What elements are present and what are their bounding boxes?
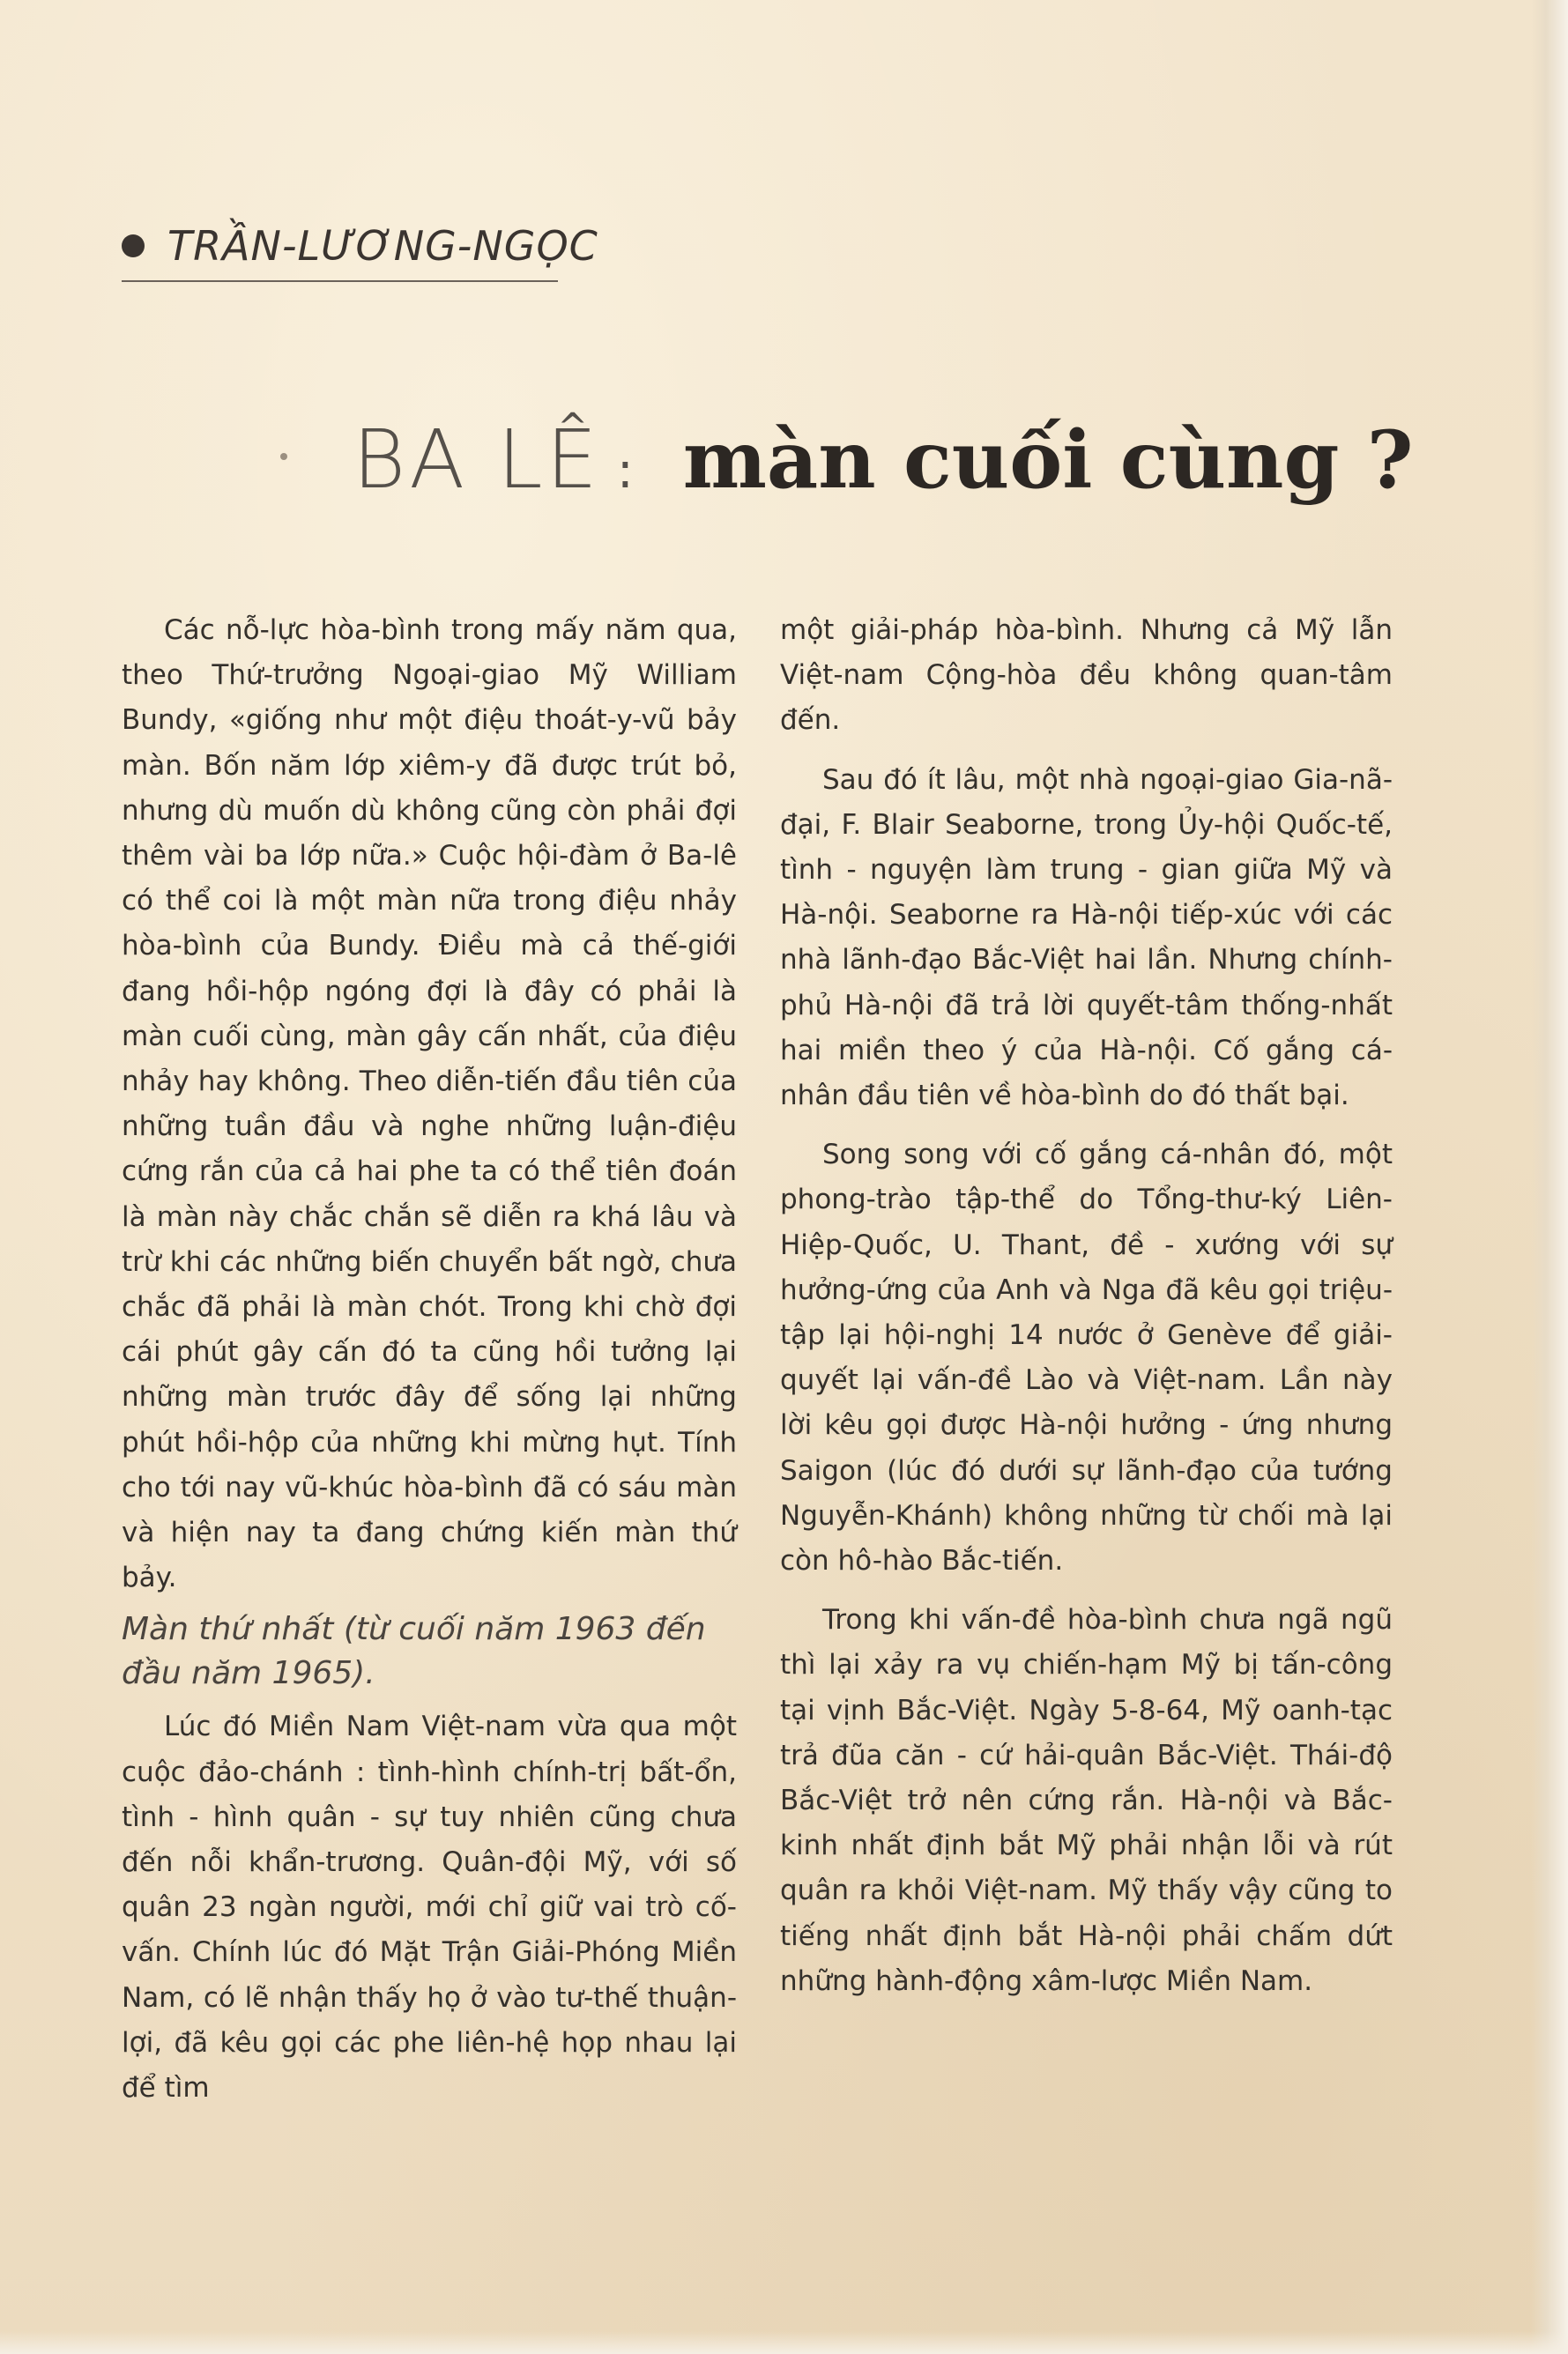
page-edge-bottom [0,2331,1568,2354]
paragraph-continued: một giải-pháp hòa-bình. Nhưng cả Mỹ lẫn Việt-nam Cộng-hòa đều không quan-tâm đến. [780,614,1393,737]
article-title [353,412,1413,507]
author-underline [122,280,558,282]
right-column [780,608,1393,2004]
paragraph: Lúc đó Miền Nam Việt-nam vừa qua một cuộc đảo-chánh : tình-hình chính-trị bất-ổn, tình - hình quân - sự tuy nhiên cũng chưa đến nỗi khẩn-trương. Quân-đội Mỹ, với số quân 23 ngàn người, mới chỉ giữ vai trò cố-vấn. Chính lúc đó Mặt Trận Giải-Phóng Miền Nam, có lẽ nhận thấy họ ở vào tư-thế thuận-lợi, đã kêu gọi các phe liên-hệ họp nhau lại để tìm [122,1711,737,2105]
section-subheading: Màn thứ nhất (từ cuối năm 1963 đến đầu năm 1965). [122,1611,706,1692]
title-part-1: BA LÊ [353,412,601,507]
paragraph: Các nỗ-lực hòa-bình trong mấy năm qua, theo Thứ-trưởng Ngoại-giao Mỹ William Bundy, «giống như một điệu thoát-y-vũ bảy màn. Bốn năm lớp xiêm-y đã được trút bỏ, nhưng dù muốn dù không cũng còn phải đợi thêm vài ba lớp nữa.» Cuộc hội-đàm ở Ba-lê có thể coi là một màn nữa trong điệu nhảy hòa-bình của Bundy. Điều mà cả thế-giới đang hồi-hộp ngóng đợi là đây có phải là màn cuối cùng, màn gây cấn nhất, của điệu nhảy hay không. Theo diễn-tiến đầu tiên của những tuần đầu và nghe những luận-điệu cứng rắn của cả hai phe ta có thể tiên đoán là màn này chắc chắn sẽ diễn ra khá lâu và trừ khi các những biến chuyển bất ngờ, chưa chắc đã phải là màn chót. Trong khi chờ đợi cái phút gây cấn đó ta cũng hồi tưởng lại những màn trước đây để sống lại những phút hồi-hộp của những khi mừng hụt. Tính cho tới nay vũ-khúc hòa-bình đã có sáu màn và hiện nay ta đang chứng kiến màn thứ bảy. [122,614,737,1594]
paragraph: Trong khi vấn-đề hòa-bình chưa ngã ngũ thì lại xảy ra vụ chiến-hạm Mỹ bị tấn-công tại vịnh Bắc-Việt. Ngày 5-8-64, Mỹ oanh-tạc trả đũa căn - cứ hải-quân Bắc-Việt. Thái-độ Bắc-Việt trở nên cứng rắn. Hà-nội và Bắc-kinh nhất định bắt Mỹ phải nhận lỗi và rút quân ra khỏi Việt-nam. Mỹ thấy vậy cũng to tiếng nhất định bắt Hà-nội phải chấm dứt những hành-động xâm-lược Miền Nam. [780,1604,1393,1997]
left-column [122,608,737,2111]
bullet-dot-icon [122,234,145,257]
paragraph: Song song với cố gắng cá-nhân đó, một phong-trào tập-thể do Tổng-thư-ký Liên-Hiệp-Quốc, U. Thant, đề - xướng với sự hưởng-ứng của Anh và Nga đã kêu gọi triệu-tập lại hội-nghị 14 nước ở Genève để giải-quyết lại vấn-đề Lào và Việt-nam. Lần này lời kêu gọi được Hà-nội hưởng - ứng nhưng Saigon (lúc đó dưới sự lãnh-đạo của tướng Nguyễn-Khánh) không những từ chối mà lại còn hô-hào Bắc-tiến. [780,1139,1393,1578]
title-part-2: màn cuối cùng ? [682,413,1414,507]
title-colon: : [616,442,634,500]
author-name: TRẦN-LƯƠNG-NGỌC [167,222,598,270]
author-byline [122,222,598,270]
paragraph: Sau đó ít lâu, một nhà ngoại-giao Gia-nã-đại, F. Blair Seaborne, trong Ủy-hội Quốc-tế, tình - nguyện làm trung - gian giữa Mỹ và Hà-nội. Seaborne ra Hà-nội tiếp-xúc với các nhà lãnh-đạo Bắc-Việt hai lần. Nhưng chính-phủ Hà-nội đã trả lời quyết-tâm thống-nhất hai miền theo ý của Hà-nội. Cố gắng cá-nhân đầu tiên về hòa-bình do đó thất bại. [780,763,1393,1112]
page-edge-right [1531,0,1568,2354]
title-dot-icon [280,453,287,460]
